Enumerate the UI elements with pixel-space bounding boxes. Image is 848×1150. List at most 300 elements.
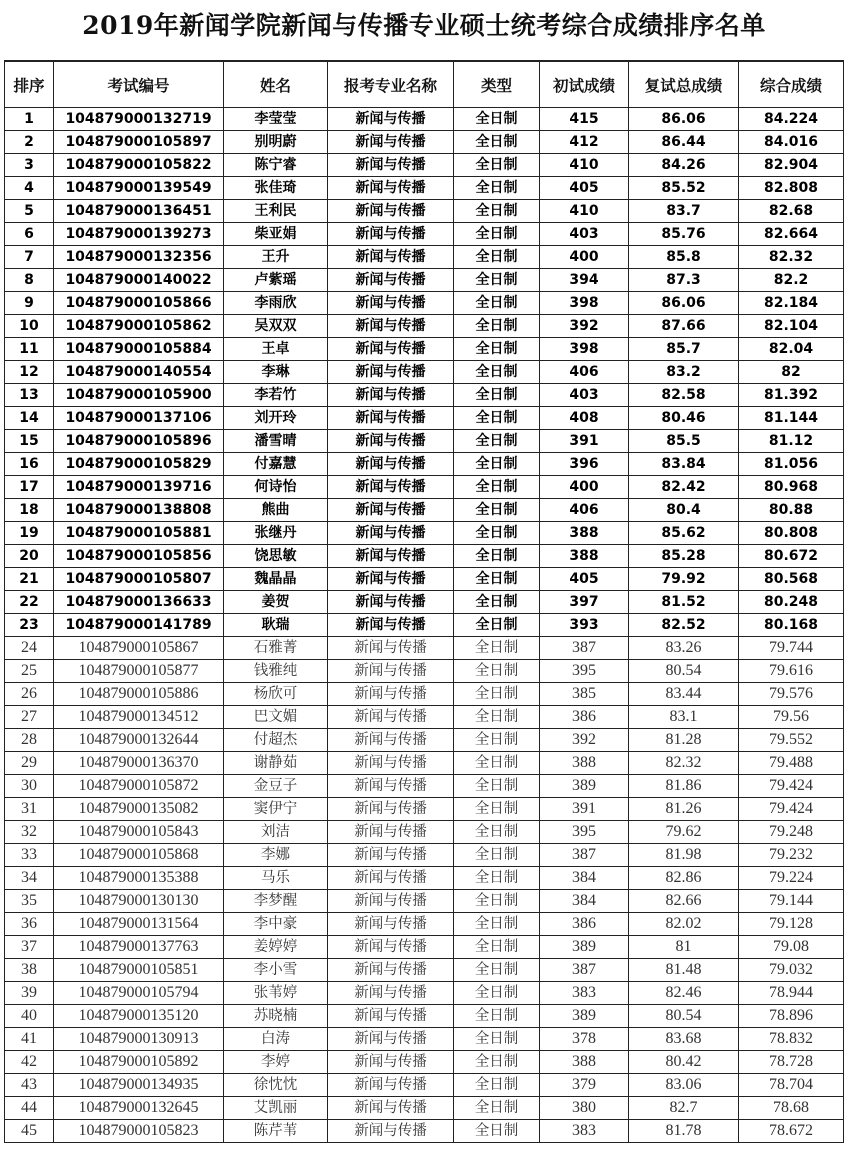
cell-preliminary-score: 388: [540, 545, 629, 568]
cell-type: 全日制: [454, 775, 540, 798]
header-composite-score: 综合成绩: [739, 61, 844, 108]
cell-exam-id: 104879000130130: [54, 890, 224, 913]
cell-exam-id: 104879000105823: [54, 1120, 224, 1143]
cell-rank: 40: [5, 1005, 54, 1028]
cell-exam-id: 104879000105829: [54, 453, 224, 476]
cell-rank: 29: [5, 752, 54, 775]
cell-major: 新闻与传播: [328, 200, 454, 223]
cell-type: 全日制: [454, 614, 540, 637]
cell-name: 张苇婷: [224, 982, 328, 1005]
cell-name: 刘洁: [224, 821, 328, 844]
cell-composite-score: 79.144: [739, 890, 844, 913]
cell-retest-score: 84.26: [629, 154, 739, 177]
cell-rank: 8: [5, 269, 54, 292]
cell-preliminary-score: 410: [540, 154, 629, 177]
cell-retest-score: 81.52: [629, 591, 739, 614]
cell-rank: 13: [5, 384, 54, 407]
cell-major: 新闻与传播: [328, 913, 454, 936]
table-row: [5, 545, 844, 568]
cell-major: 新闻与传播: [328, 568, 454, 591]
cell-major: 新闻与传播: [328, 384, 454, 407]
cell-preliminary-score: 395: [540, 821, 629, 844]
cell-composite-score: 82: [739, 361, 844, 384]
table-row: [5, 200, 844, 223]
cell-retest-score: 81.98: [629, 844, 739, 867]
cell-name: 王升: [224, 246, 328, 269]
table-row: [5, 338, 844, 361]
cell-rank: 4: [5, 177, 54, 200]
table-row: [5, 683, 844, 706]
cell-rank: 32: [5, 821, 54, 844]
cell-rank: 18: [5, 499, 54, 522]
cell-preliminary-score: 380: [540, 1097, 629, 1120]
cell-major: 新闻与传播: [328, 269, 454, 292]
table-row: [5, 292, 844, 315]
cell-name: 李小雪: [224, 959, 328, 982]
header-type: 类型: [454, 61, 540, 108]
cell-preliminary-score: 388: [540, 522, 629, 545]
table-row: [5, 154, 844, 177]
table-row: [5, 1051, 844, 1074]
cell-retest-score: 86.06: [629, 108, 739, 131]
table-row: [5, 453, 844, 476]
cell-exam-id: 104879000132356: [54, 246, 224, 269]
cell-type: 全日制: [454, 131, 540, 154]
cell-exam-id: 104879000130913: [54, 1028, 224, 1051]
cell-major: 新闻与传播: [328, 338, 454, 361]
table-row: [5, 913, 844, 936]
cell-exam-id: 104879000138808: [54, 499, 224, 522]
cell-composite-score: 82.2: [739, 269, 844, 292]
cell-retest-score: 83.44: [629, 683, 739, 706]
cell-type: 全日制: [454, 798, 540, 821]
cell-rank: 43: [5, 1074, 54, 1097]
cell-type: 全日制: [454, 1028, 540, 1051]
cell-exam-id: 104879000105807: [54, 568, 224, 591]
table-row: [5, 1028, 844, 1051]
cell-name: 艾凯丽: [224, 1097, 328, 1120]
cell-type: 全日制: [454, 154, 540, 177]
cell-major: 新闻与传播: [328, 821, 454, 844]
cell-exam-id: 104879000105892: [54, 1051, 224, 1074]
cell-retest-score: 83.1: [629, 706, 739, 729]
cell-type: 全日制: [454, 315, 540, 338]
cell-type: 全日制: [454, 706, 540, 729]
cell-name: 李若竹: [224, 384, 328, 407]
cell-name: 潘雪晴: [224, 430, 328, 453]
table-row: [5, 890, 844, 913]
cell-rank: 34: [5, 867, 54, 890]
cell-name: 巴文媚: [224, 706, 328, 729]
cell-type: 全日制: [454, 1051, 540, 1074]
cell-type: 全日制: [454, 1120, 540, 1143]
table-row: [5, 1005, 844, 1028]
cell-major: 新闻与传播: [328, 453, 454, 476]
cell-name: 别明蔚: [224, 131, 328, 154]
header-rank: 排序: [5, 61, 54, 108]
cell-composite-score: 79.248: [739, 821, 844, 844]
cell-rank: 23: [5, 614, 54, 637]
cell-name: 李梦醒: [224, 890, 328, 913]
cell-type: 全日制: [454, 499, 540, 522]
cell-type: 全日制: [454, 913, 540, 936]
table-row: [5, 430, 844, 453]
cell-retest-score: 85.52: [629, 177, 739, 200]
cell-composite-score: 80.808: [739, 522, 844, 545]
cell-composite-score: 80.248: [739, 591, 844, 614]
cell-major: 新闻与传播: [328, 1005, 454, 1028]
cell-retest-score: 86.44: [629, 131, 739, 154]
cell-composite-score: 79.08: [739, 936, 844, 959]
cell-major: 新闻与传播: [328, 1120, 454, 1143]
cell-preliminary-score: 393: [540, 614, 629, 637]
cell-composite-score: 80.568: [739, 568, 844, 591]
cell-exam-id: 104879000105794: [54, 982, 224, 1005]
cell-composite-score: 78.672: [739, 1120, 844, 1143]
cell-type: 全日制: [454, 476, 540, 499]
cell-rank: 14: [5, 407, 54, 430]
cell-name: 李中豪: [224, 913, 328, 936]
cell-composite-score: 81.392: [739, 384, 844, 407]
cell-retest-score: 82.42: [629, 476, 739, 499]
cell-preliminary-score: 408: [540, 407, 629, 430]
cell-type: 全日制: [454, 200, 540, 223]
cell-preliminary-score: 385: [540, 683, 629, 706]
cell-retest-score: 81.48: [629, 959, 739, 982]
cell-composite-score: 79.488: [739, 752, 844, 775]
table-row: [5, 522, 844, 545]
cell-type: 全日制: [454, 108, 540, 131]
table-body: [5, 108, 844, 1143]
cell-name: 白涛: [224, 1028, 328, 1051]
cell-retest-score: 83.7: [629, 200, 739, 223]
cell-rank: 6: [5, 223, 54, 246]
cell-preliminary-score: 384: [540, 867, 629, 890]
cell-rank: 35: [5, 890, 54, 913]
cell-rank: 17: [5, 476, 54, 499]
cell-preliminary-score: 392: [540, 729, 629, 752]
cell-preliminary-score: 398: [540, 338, 629, 361]
cell-composite-score: 80.168: [739, 614, 844, 637]
cell-composite-score: 78.728: [739, 1051, 844, 1074]
cell-major: 新闻与传播: [328, 752, 454, 775]
cell-rank: 12: [5, 361, 54, 384]
cell-preliminary-score: 400: [540, 246, 629, 269]
cell-preliminary-score: 406: [540, 361, 629, 384]
cell-rank: 20: [5, 545, 54, 568]
cell-composite-score: 81.12: [739, 430, 844, 453]
cell-name: 苏晓楠: [224, 1005, 328, 1028]
table-row: [5, 821, 844, 844]
page-title: 2019年新闻学院新闻与传播专业硕士统考综合成绩排序名单: [82, 11, 766, 40]
cell-major: 新闻与传播: [328, 476, 454, 499]
cell-major: 新闻与传播: [328, 982, 454, 1005]
cell-preliminary-score: 410: [540, 200, 629, 223]
cell-rank: 36: [5, 913, 54, 936]
cell-type: 全日制: [454, 1097, 540, 1120]
cell-preliminary-score: 383: [540, 982, 629, 1005]
cell-type: 全日制: [454, 1074, 540, 1097]
cell-composite-score: 79.424: [739, 775, 844, 798]
cell-composite-score: 82.04: [739, 338, 844, 361]
cell-major: 新闻与传播: [328, 108, 454, 131]
cell-type: 全日制: [454, 890, 540, 913]
table-row: [5, 637, 844, 660]
cell-exam-id: 104879000140022: [54, 269, 224, 292]
cell-preliminary-score: 388: [540, 1051, 629, 1074]
cell-major: 新闻与传播: [328, 154, 454, 177]
cell-type: 全日制: [454, 660, 540, 683]
cell-rank: 15: [5, 430, 54, 453]
cell-exam-id: 104879000135120: [54, 1005, 224, 1028]
cell-rank: 5: [5, 200, 54, 223]
cell-preliminary-score: 405: [540, 177, 629, 200]
cell-exam-id: 104879000105897: [54, 131, 224, 154]
table-row: [5, 315, 844, 338]
table-header-row: [5, 61, 844, 108]
cell-retest-score: 86.06: [629, 292, 739, 315]
cell-retest-score: 87.66: [629, 315, 739, 338]
cell-type: 全日制: [454, 959, 540, 982]
cell-retest-score: 82.02: [629, 913, 739, 936]
cell-major: 新闻与传播: [328, 591, 454, 614]
cell-name: 魏晶晶: [224, 568, 328, 591]
cell-major: 新闻与传播: [328, 729, 454, 752]
table-row: [5, 752, 844, 775]
cell-rank: 21: [5, 568, 54, 591]
cell-retest-score: 85.62: [629, 522, 739, 545]
cell-name: 张佳琦: [224, 177, 328, 200]
cell-preliminary-score: 397: [540, 591, 629, 614]
cell-composite-score: 80.88: [739, 499, 844, 522]
cell-retest-score: 83.2: [629, 361, 739, 384]
cell-retest-score: 81.78: [629, 1120, 739, 1143]
cell-name: 金豆子: [224, 775, 328, 798]
cell-exam-id: 104879000136370: [54, 752, 224, 775]
cell-preliminary-score: 387: [540, 959, 629, 982]
cell-exam-id: 104879000105868: [54, 844, 224, 867]
cell-retest-score: 81: [629, 936, 739, 959]
cell-name: 王卓: [224, 338, 328, 361]
table-row: [5, 660, 844, 683]
table-row: [5, 499, 844, 522]
cell-composite-score: 78.896: [739, 1005, 844, 1028]
cell-preliminary-score: 379: [540, 1074, 629, 1097]
cell-preliminary-score: 395: [540, 660, 629, 683]
cell-name: 钱雅纯: [224, 660, 328, 683]
cell-name: 陈宁睿: [224, 154, 328, 177]
cell-exam-id: 104879000105900: [54, 384, 224, 407]
cell-preliminary-score: 389: [540, 936, 629, 959]
header-exam-id: 考试编号: [54, 61, 224, 108]
cell-composite-score: 78.832: [739, 1028, 844, 1051]
cell-type: 全日制: [454, 844, 540, 867]
cell-preliminary-score: 403: [540, 223, 629, 246]
cell-exam-id: 104879000139716: [54, 476, 224, 499]
cell-composite-score: 78.944: [739, 982, 844, 1005]
cell-rank: 7: [5, 246, 54, 269]
header-major: 报考专业名称: [328, 61, 454, 108]
cell-retest-score: 80.4: [629, 499, 739, 522]
cell-major: 新闻与传播: [328, 407, 454, 430]
cell-type: 全日制: [454, 177, 540, 200]
table-row: [5, 775, 844, 798]
cell-retest-score: 79.62: [629, 821, 739, 844]
cell-type: 全日制: [454, 384, 540, 407]
table-row: [5, 131, 844, 154]
cell-type: 全日制: [454, 545, 540, 568]
cell-retest-score: 81.26: [629, 798, 739, 821]
cell-major: 新闻与传播: [328, 890, 454, 913]
table-row: [5, 361, 844, 384]
cell-major: 新闻与传播: [328, 1051, 454, 1074]
table-row: [5, 476, 844, 499]
cell-rank: 26: [5, 683, 54, 706]
cell-preliminary-score: 391: [540, 798, 629, 821]
cell-name: 徐忱忱: [224, 1074, 328, 1097]
cell-name: 刘开玲: [224, 407, 328, 430]
cell-rank: 28: [5, 729, 54, 752]
cell-major: 新闻与传播: [328, 936, 454, 959]
cell-exam-id: 104879000135082: [54, 798, 224, 821]
cell-major: 新闻与传播: [328, 706, 454, 729]
cell-exam-id: 104879000105851: [54, 959, 224, 982]
cell-retest-score: 87.3: [629, 269, 739, 292]
cell-name: 卢紫瑶: [224, 269, 328, 292]
cell-composite-score: 79.616: [739, 660, 844, 683]
cell-preliminary-score: 387: [540, 844, 629, 867]
cell-preliminary-score: 389: [540, 775, 629, 798]
cell-name: 陈芹苇: [224, 1120, 328, 1143]
cell-name: 付超杰: [224, 729, 328, 752]
cell-retest-score: 85.5: [629, 430, 739, 453]
cell-major: 新闻与传播: [328, 522, 454, 545]
cell-name: 马乐: [224, 867, 328, 890]
header-name: 姓名: [224, 61, 328, 108]
cell-rank: 37: [5, 936, 54, 959]
cell-major: 新闻与传播: [328, 292, 454, 315]
cell-name: 张继丹: [224, 522, 328, 545]
cell-retest-score: 80.46: [629, 407, 739, 430]
table-row: [5, 384, 844, 407]
cell-major: 新闻与传播: [328, 545, 454, 568]
cell-exam-id: 104879000105867: [54, 637, 224, 660]
table-row: [5, 959, 844, 982]
cell-name: 耿瑞: [224, 614, 328, 637]
cell-type: 全日制: [454, 453, 540, 476]
cell-retest-score: 83.68: [629, 1028, 739, 1051]
cell-exam-id: 104879000105877: [54, 660, 224, 683]
cell-retest-score: 83.06: [629, 1074, 739, 1097]
cell-type: 全日制: [454, 591, 540, 614]
cell-name: 李莹莹: [224, 108, 328, 131]
table-row: [5, 614, 844, 637]
cell-name: 石雅菁: [224, 637, 328, 660]
cell-name: 饶思敏: [224, 545, 328, 568]
cell-exam-id: 104879000134935: [54, 1074, 224, 1097]
cell-rank: 11: [5, 338, 54, 361]
cell-composite-score: 82.184: [739, 292, 844, 315]
cell-preliminary-score: 398: [540, 292, 629, 315]
table-row: [5, 798, 844, 821]
cell-preliminary-score: 378: [540, 1028, 629, 1051]
cell-rank: 44: [5, 1097, 54, 1120]
cell-exam-id: 104879000134512: [54, 706, 224, 729]
cell-exam-id: 104879000137106: [54, 407, 224, 430]
cell-major: 新闻与传播: [328, 867, 454, 890]
table-row: [5, 269, 844, 292]
cell-major: 新闻与传播: [328, 131, 454, 154]
cell-exam-id: 104879000105866: [54, 292, 224, 315]
cell-composite-score: 84.224: [739, 108, 844, 131]
cell-type: 全日制: [454, 683, 540, 706]
cell-retest-score: 85.7: [629, 338, 739, 361]
cell-name: 窦伊宁: [224, 798, 328, 821]
cell-type: 全日制: [454, 269, 540, 292]
cell-retest-score: 82.66: [629, 890, 739, 913]
cell-major: 新闻与传播: [328, 614, 454, 637]
cell-exam-id: 104879000140554: [54, 361, 224, 384]
cell-composite-score: 79.128: [739, 913, 844, 936]
cell-rank: 45: [5, 1120, 54, 1143]
cell-type: 全日制: [454, 752, 540, 775]
table-row: [5, 936, 844, 959]
table-row: [5, 1097, 844, 1120]
cell-composite-score: 82.664: [739, 223, 844, 246]
cell-composite-score: 78.704: [739, 1074, 844, 1097]
table-row: [5, 729, 844, 752]
cell-type: 全日制: [454, 936, 540, 959]
cell-rank: 25: [5, 660, 54, 683]
cell-preliminary-score: 392: [540, 315, 629, 338]
cell-type: 全日制: [454, 407, 540, 430]
cell-retest-score: 82.86: [629, 867, 739, 890]
cell-exam-id: 104879000139549: [54, 177, 224, 200]
cell-preliminary-score: 391: [540, 430, 629, 453]
cell-exam-id: 104879000132644: [54, 729, 224, 752]
cell-rank: 39: [5, 982, 54, 1005]
cell-retest-score: 82.46: [629, 982, 739, 1005]
cell-composite-score: 79.224: [739, 867, 844, 890]
cell-composite-score: 80.672: [739, 545, 844, 568]
cell-rank: 10: [5, 315, 54, 338]
cell-major: 新闻与传播: [328, 499, 454, 522]
cell-retest-score: 85.28: [629, 545, 739, 568]
cell-major: 新闻与传播: [328, 637, 454, 660]
cell-preliminary-score: 386: [540, 913, 629, 936]
cell-exam-id: 104879000105872: [54, 775, 224, 798]
cell-rank: 1: [5, 108, 54, 131]
cell-preliminary-score: 396: [540, 453, 629, 476]
cell-exam-id: 104879000135388: [54, 867, 224, 890]
cell-major: 新闻与传播: [328, 844, 454, 867]
cell-major: 新闻与传播: [328, 361, 454, 384]
cell-retest-score: 85.76: [629, 223, 739, 246]
cell-type: 全日制: [454, 637, 540, 660]
cell-major: 新闻与传播: [328, 660, 454, 683]
cell-composite-score: 79.56: [739, 706, 844, 729]
cell-type: 全日制: [454, 246, 540, 269]
cell-name: 杨欣可: [224, 683, 328, 706]
table-row: [5, 1074, 844, 1097]
cell-exam-id: 104879000132719: [54, 108, 224, 131]
table-row: [5, 591, 844, 614]
cell-major: 新闻与传播: [328, 177, 454, 200]
cell-preliminary-score: 412: [540, 131, 629, 154]
cell-rank: 19: [5, 522, 54, 545]
cell-name: 李婷: [224, 1051, 328, 1074]
cell-preliminary-score: 406: [540, 499, 629, 522]
